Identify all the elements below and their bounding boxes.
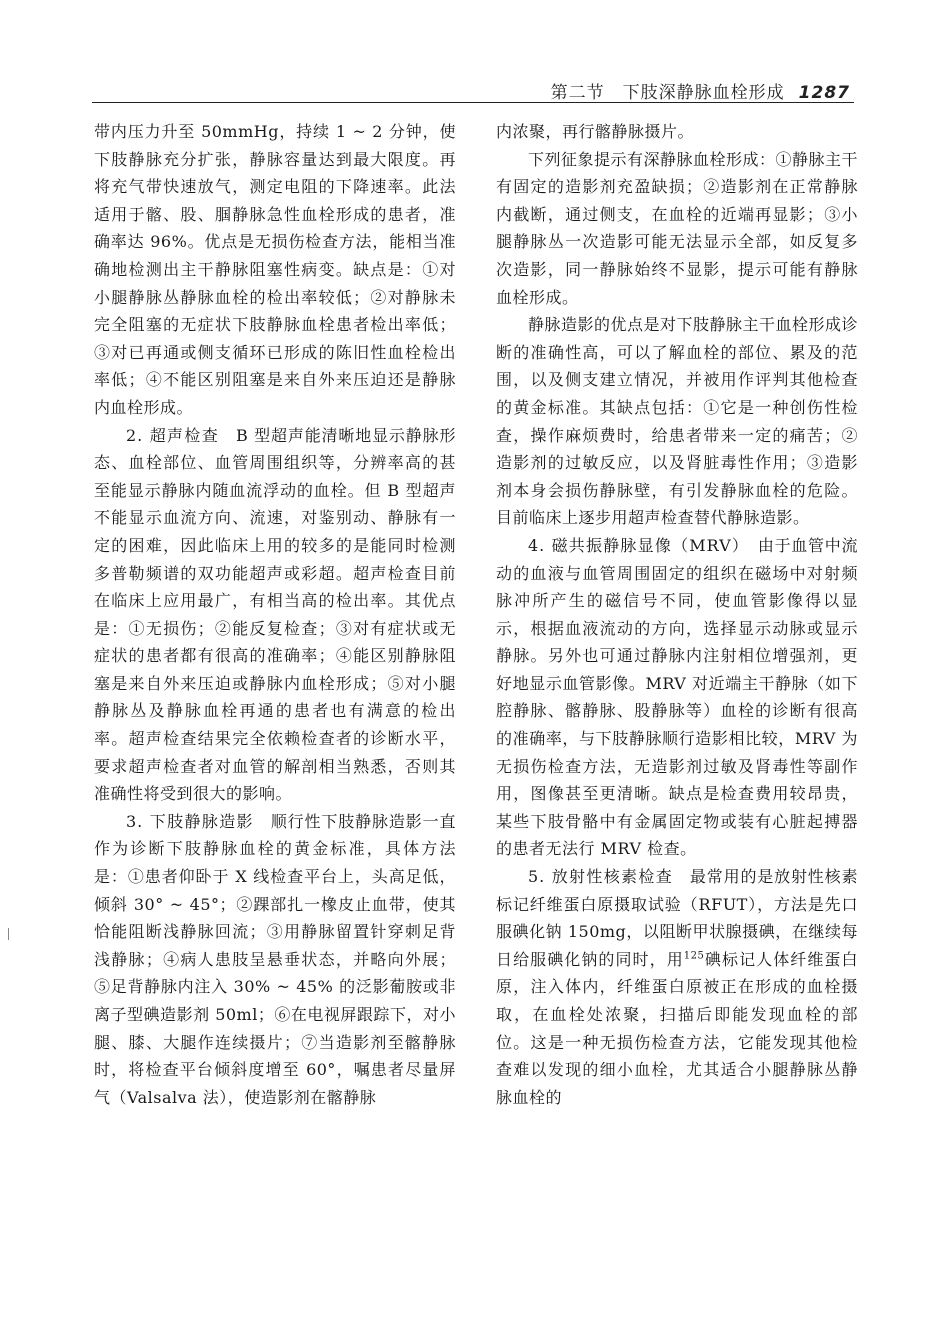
section-title: 第二节 下肢深静脉血栓形成 — [550, 83, 785, 103]
paragraph: 静脉造影的优点是对下肢静脉主干血栓形成诊断的准确性高，可以了解血栓的部位、累及的范围，以及侧支建立情况，并被用作评判其他检查的黄金标准。其缺点包括：①它是一种创伤性检查，操作麻烦费时，给患者带来一定的痛苦；②造影剂的过敏反应，以及肾脏毒性作用；③造影剂本身会损伤静脉壁，有引发静脉血栓的危险。目前临床上逐步用超声检查替代静脉造影。 — [496, 315, 859, 528]
header-rule — [92, 102, 854, 103]
running-header — [92, 78, 854, 102]
paragraph-text: B 型超声能清晰地显示静脉形态、血栓部位、血管周围组织等，分辨率高的甚至能显示静脉内随血流浮动的血栓。但 B 型超声不能显示血流方向、流速，对鉴别动、静脉有一定的困难，因此临床上用的较多的是能同时检测多普勒频谱的双功能超声或彩超。超声检查目前在临床上应用最广，有相当高的检出率。其优点是：①无损伤；②能反复检查；③对有症状或无症状的患者都有很高的准确率；④能区别静脉阻塞是来自外来压迫或静脉内血栓形成；⑤对小腿静脉丛及静脉血栓再通的患者也有满意的检出率。超声检查结果完全依赖检查者的诊断水平，要求超声检查者对血管的解剖相当熟悉，否则其准确性将受到很大的影响。 — [94, 425, 456, 804]
paragraph: 内浓聚，再行髂静脉摄片。 — [496, 122, 695, 141]
header-text — [551, 78, 850, 103]
right-column — [496, 118, 858, 1111]
paragraph-text: 最常用的是放射性核素标记纤维蛋白原摄取试验（RFUT），方法是先口服碘化钠 150mg，以阻断甲状腺摄碘，在继续每日给服碘化钠的同时，用 — [496, 867, 858, 969]
paragraph-mrv — [496, 532, 858, 863]
paragraph: 下列征象提示有深静脉血栓形成：①静脉主干有固定的造影剂充盈缺损；②造影剂在正常静脉内截断，通过侧支，在血栓的近端再显影；③小腿静脉丛一次造影可能无法显示全部，如反复多次造影，同一静脉始终不显影，提示可能有静脉血栓形成。 — [496, 149, 859, 307]
paragraph-ultrasound — [94, 422, 456, 808]
paragraph-text: 顺行性下肢静脉造影一直作为诊断下肢静脉血栓的黄金标准，具体方法是：①患者仰卧于 X 线检查平台上，头高足低，倾斜 30° ~ 45°；②踝部扎一橡皮止血带，使其恰能阻断浅静脉回流；③用静脉留置针穿刺足背浅静脉；④病人患肢呈悬垂状态，并略向外展；⑤足背静脉内注入 30% ~ 45% 的泛影葡胺或非离子型碘造影剂 50ml；⑥在电视屏跟踪下，对小腿、膝、大腿作连续摄片；⑦当造影剂至髂静脉时，将检查平台倾斜度增至 60°，嘱患者尽量屏气（Valsalva 法），使造影剂在髂静脉 — [94, 811, 456, 1107]
section-heading: 3. 下肢静脉造影 — [126, 811, 254, 831]
paragraph: 带内压力升至 50mmHg，持续 1 ~ 2 分钟，使下肢静脉充分扩张，静脉容量达到最大限度。再将充气带快速放气，测定电阻的下降速率。此法适用于髂、股、腘静脉急性血栓形成的患者，准确率达 96%。优点是无损伤检查方法，能相当准确地检测出主干静脉阻塞性病变。缺点是：①对小腿静脉丛静脉血栓的检出率较低；②对静脉未完全阻塞的无症状下肢静脉血栓患者检出率低；③对已再通或侧支循环已形成的陈旧性血栓检出率低；④不能区别阻塞是来自外来压迫还是静脉内血栓形成。 — [94, 122, 456, 417]
scan-edge-mark — [8, 928, 9, 940]
isotope-superscript: 125 — [683, 950, 705, 962]
paragraph-radionuclide — [496, 863, 858, 1111]
paragraph-text: 由于血管中流动的血液与血管周围固定的组织在磁场中对射频脉冲所产生的磁信号不同，使血管影像得以显示，根据血液流动的方向，选择显示动脉或显示静脉。另外也可通过静脉内注射相位增强剂，更好地显示血管影像。MRV 对近端主干静脉（如下腔静脉、髂静脉、股静脉等）血栓的诊断有很高的准确率，与下肢静脉顺行造影相比较，MRV 为无损伤检查方法，无造影剂过敏及肾毒性等副作用，图像甚至更清晰。缺点是检查费用较昂贵，某些下肢骨骼中有金属固定物或装有心脏起搏器的患者无法行 MRV 检查。 — [496, 535, 858, 859]
paragraph-text: 碘标记人体纤维蛋白原，注入体内，纤维蛋白原被正在形成的血栓摄取，在血栓处浓聚，扫描后即能发现血栓的部位。这是一种无损伤检查方法，它能发现其他检查难以发现的细小血栓，尤其适合小腿静脉丛静脉血栓的 — [496, 949, 858, 1107]
section-heading: 4. 磁共振静脉显像（MRV） — [528, 535, 742, 555]
page-number: 1287 — [798, 83, 850, 103]
section-heading: 2. 超声检查 — [126, 425, 220, 445]
section-heading: 5. 放射性核素检查 — [528, 867, 674, 887]
left-column — [94, 118, 456, 1111]
paragraph-venography — [94, 808, 456, 1112]
